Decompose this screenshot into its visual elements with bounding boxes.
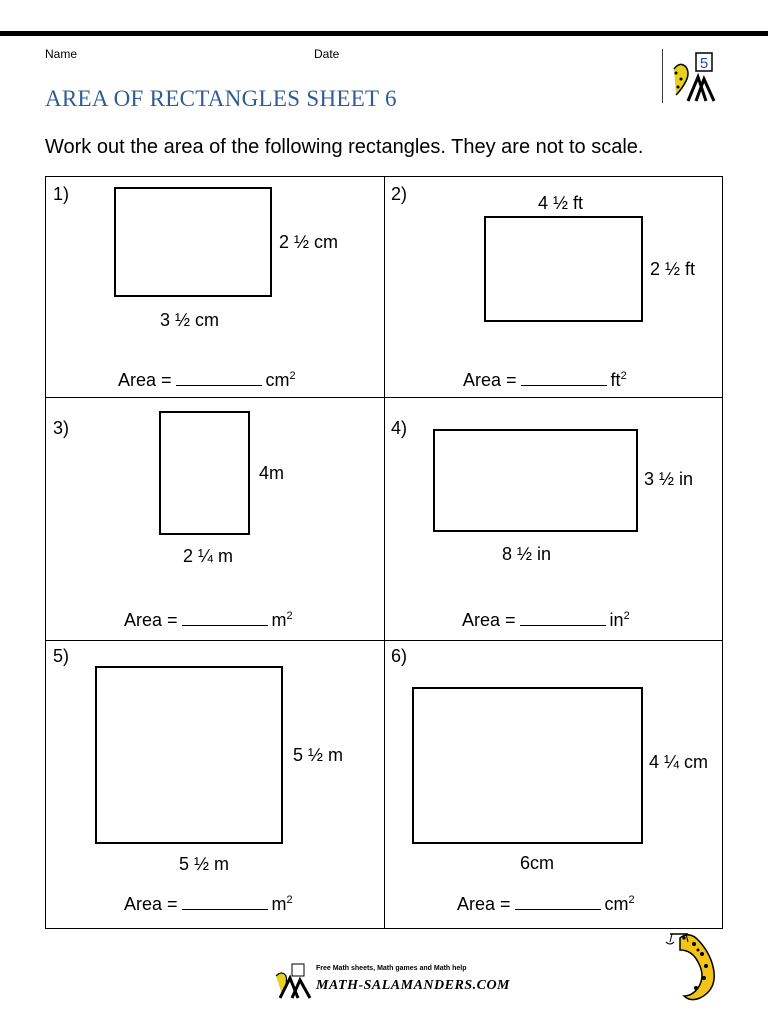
bottom-label: 5 ½ m	[179, 854, 230, 874]
salamander-illustration	[662, 926, 726, 1004]
area-answer: Area = $ft^2$	[463, 370, 627, 390]
problem-5	[46, 641, 384, 928]
answer-blank[interactable]	[521, 371, 607, 386]
instructions: Work out the area of the following rectangles. They are not to scale.	[45, 136, 644, 158]
area-answer: Area = $m^2$	[124, 894, 293, 914]
side-label: 2 ½ cm	[279, 232, 339, 252]
rectangle-shape	[484, 216, 643, 322]
problem-number: 5)	[53, 646, 70, 666]
date-label: Date	[314, 47, 340, 61]
bottom-label: 6cm	[520, 853, 555, 873]
salamander-logo	[662, 49, 724, 103]
area-answer: Area = $cm^2$	[118, 370, 296, 390]
rectangle-shape	[412, 687, 643, 844]
bottom-label: 3 ½ cm	[160, 310, 220, 330]
answer-blank[interactable]	[176, 371, 262, 386]
rectangle-shape	[114, 187, 272, 297]
footer-tagline: Free Math sheets, Math games and Math help	[316, 965, 467, 972]
problem-3	[46, 398, 384, 640]
problem-number: 6)	[391, 646, 408, 666]
logo-digit: 5	[699, 55, 709, 72]
area-answer: Area = $m^2$	[124, 610, 293, 630]
name-label: Name	[45, 47, 78, 61]
problem-6	[385, 641, 723, 928]
area-answer: Area = $cm^2$	[457, 894, 635, 914]
problem-number: 1)	[53, 184, 70, 204]
bottom-label: 2 ¼ m	[183, 546, 234, 566]
answer-blank[interactable]	[182, 895, 268, 910]
problem-number: 2)	[391, 184, 408, 204]
problem-number: 3)	[53, 418, 70, 438]
rectangle-shape	[95, 666, 283, 844]
problem-4	[385, 398, 723, 640]
bottom-label: 8 ½ in	[502, 544, 552, 564]
top-label: 4 ½ ft	[538, 193, 584, 213]
footer-site[interactable]: MATH-SALAMANDERS.COM	[316, 978, 510, 993]
top-rule	[0, 31, 768, 36]
page-title: AREA OF RECTANGLES SHEET 6	[45, 86, 397, 111]
problem-grid	[45, 176, 723, 929]
side-label: 2 ½ ft	[650, 259, 696, 279]
problem-2	[385, 177, 723, 397]
answer-blank[interactable]	[515, 895, 601, 910]
rectangle-shape	[159, 411, 250, 535]
side-label: 3 ½ in	[644, 469, 694, 489]
answer-blank[interactable]	[520, 611, 606, 626]
answer-blank[interactable]	[182, 611, 268, 626]
side-label: 4m	[259, 463, 285, 483]
area-answer: Area = $in^2$	[462, 610, 630, 630]
side-label: 5 ½ m	[293, 745, 344, 765]
problem-1	[46, 177, 384, 397]
rectangle-shape	[433, 429, 638, 532]
problem-number: 4)	[391, 418, 408, 438]
side-label: 4 ¼ cm	[649, 752, 709, 772]
